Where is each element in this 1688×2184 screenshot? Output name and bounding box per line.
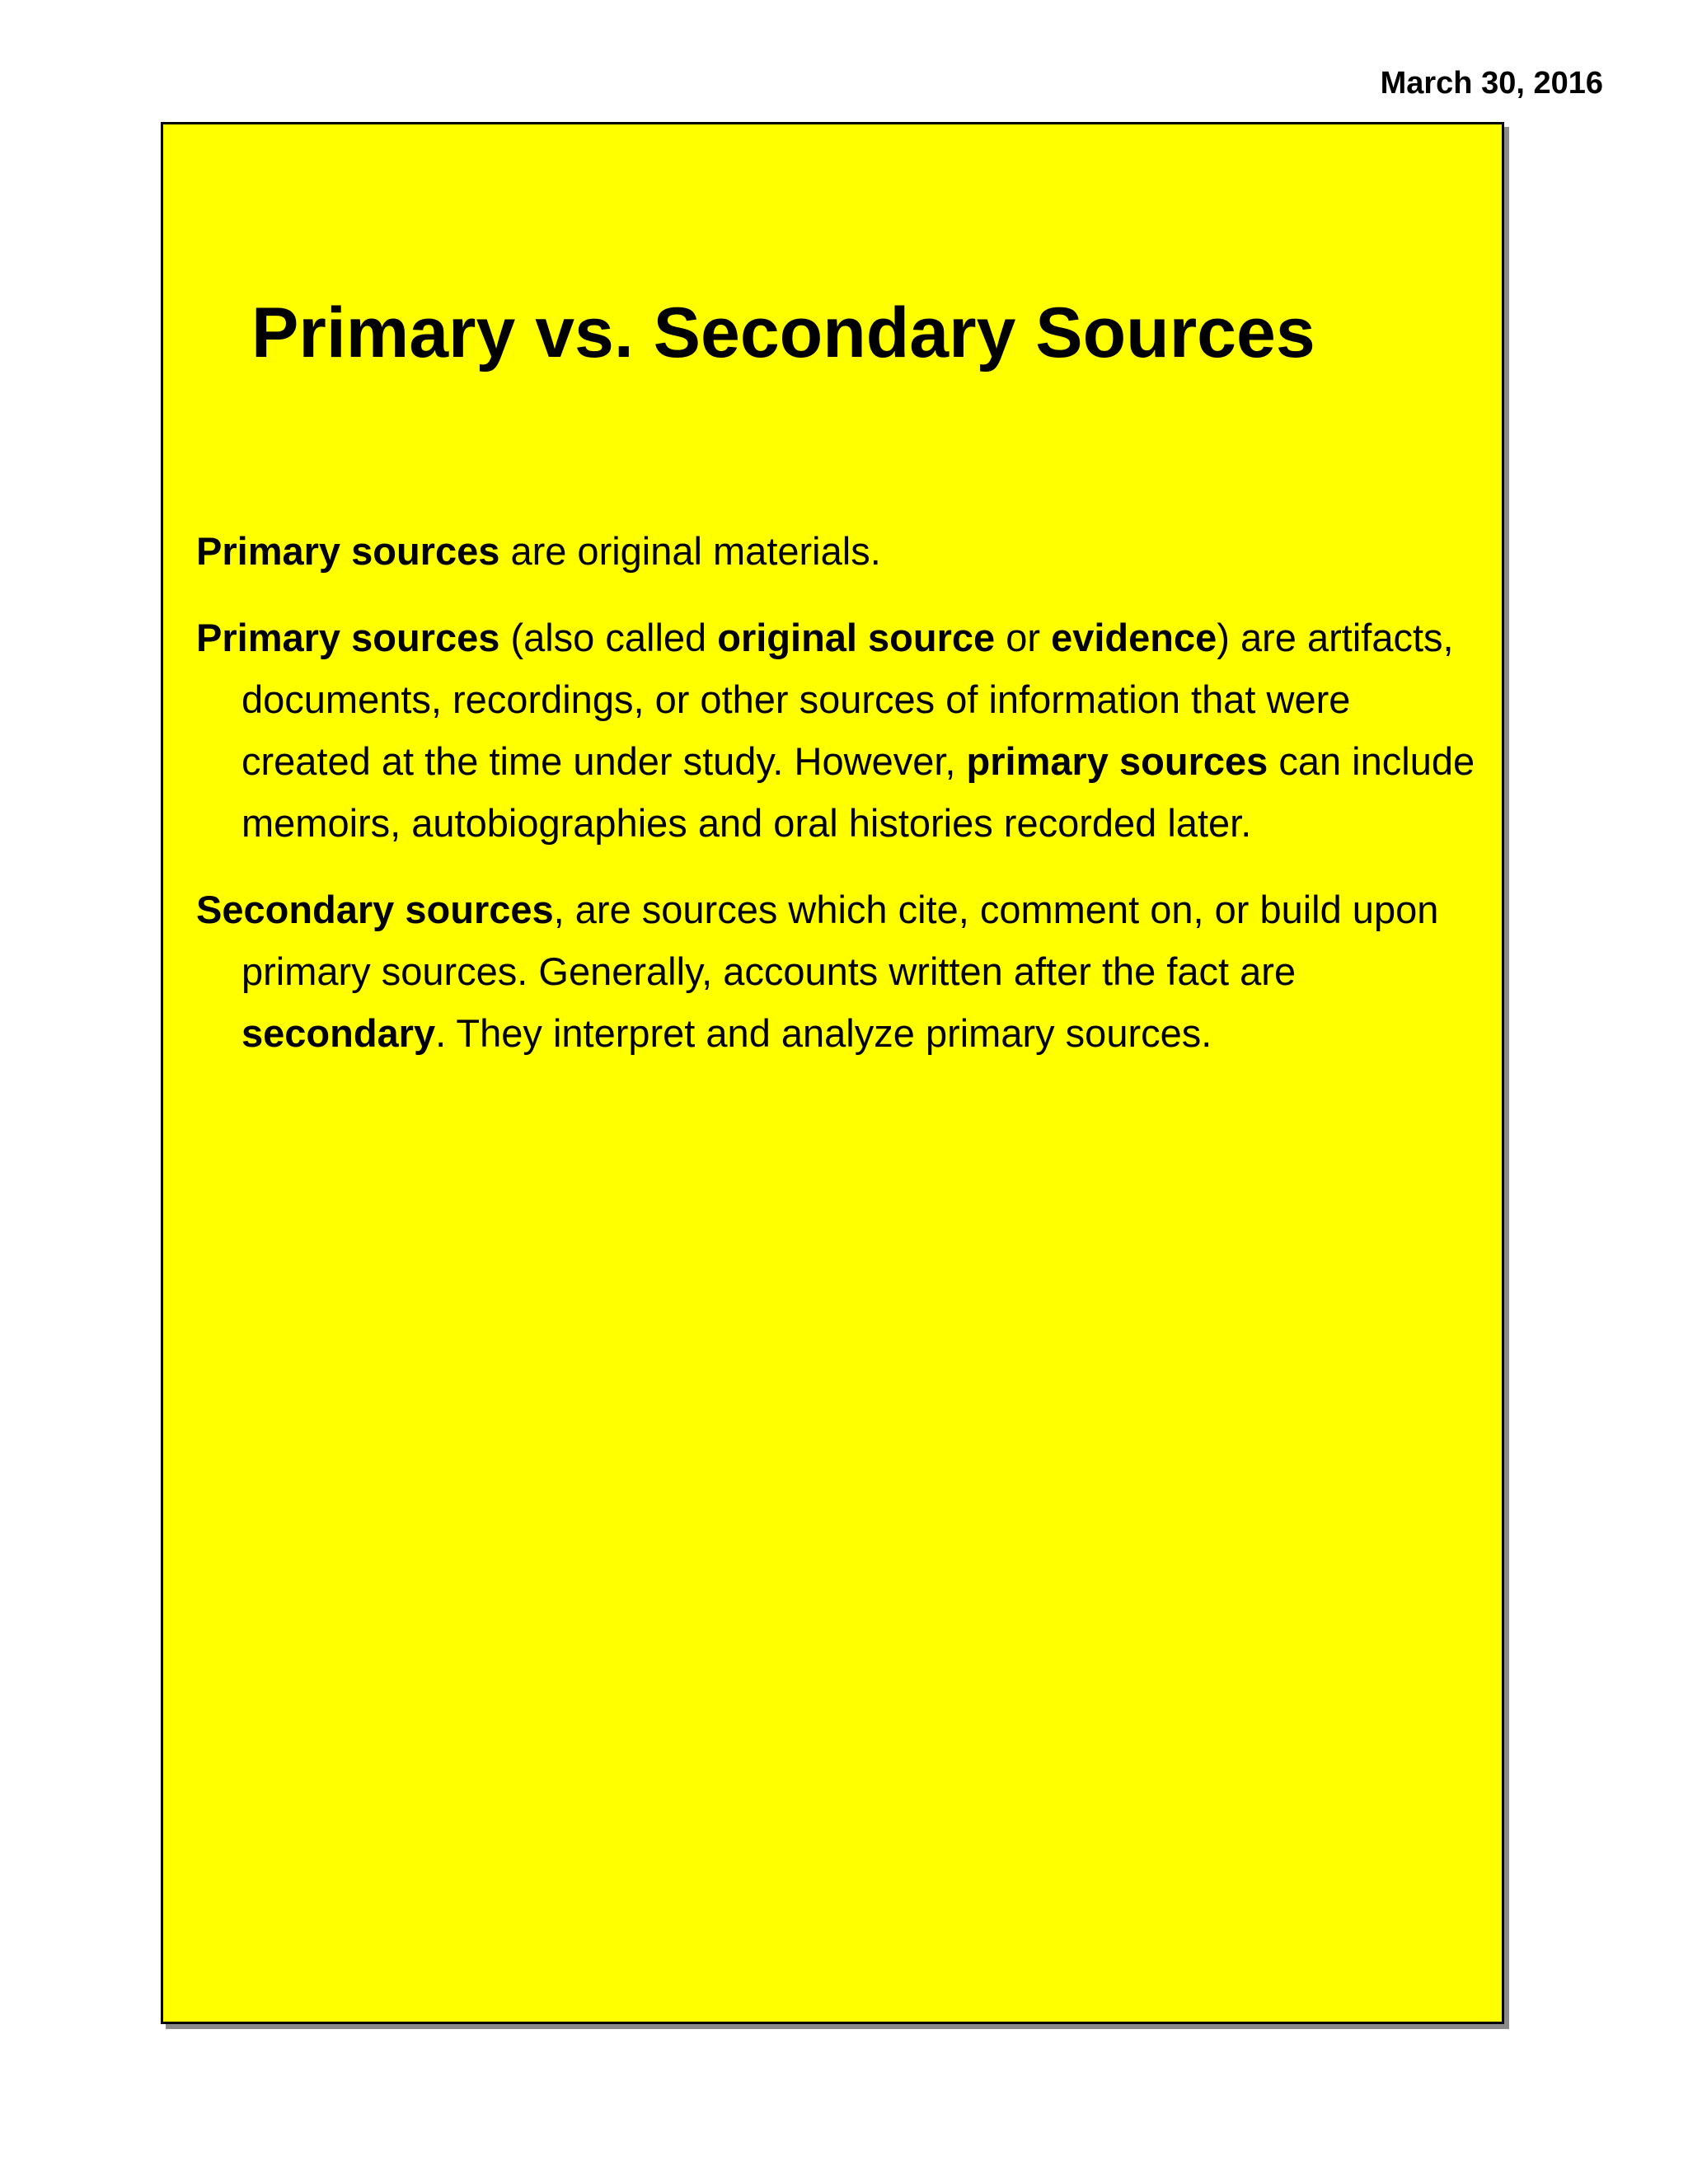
paragraph-text: can include memoirs, autobiographies and oral histories recorded later. bbox=[241, 739, 1475, 845]
bold-term: secondary bbox=[241, 1011, 436, 1055]
paragraph-primary-definition bbox=[196, 520, 1482, 582]
bold-term: Primary sources bbox=[196, 616, 500, 659]
document-date: March 30, 2016 bbox=[1380, 66, 1603, 101]
paragraph-text: ) are artifacts, documents, recordings, or other sources of information that were created at the time under study. However, bbox=[241, 616, 1454, 783]
paragraph-primary-details bbox=[196, 607, 1482, 854]
paragraph-text: (also called bbox=[499, 616, 718, 659]
slide-body bbox=[196, 520, 1482, 1089]
slide-panel bbox=[161, 122, 1504, 2024]
slide-title: Primary vs. Secondary Sources bbox=[251, 293, 1315, 373]
bold-term: primary sources bbox=[966, 739, 1268, 783]
bold-term: Primary sources bbox=[196, 529, 500, 573]
paragraph-text: are original materials. bbox=[499, 529, 881, 573]
bold-term: evidence bbox=[1051, 616, 1217, 659]
paragraph-text: , are sources which cite, comment on, or build upon primary sources. Generally, accounts written after the fact are bbox=[241, 888, 1439, 993]
paragraph-text: . They interpret and analyze primary sources. bbox=[435, 1011, 1212, 1055]
bold-term: original source bbox=[717, 616, 996, 659]
paragraph-secondary-definition bbox=[196, 879, 1482, 1064]
bold-term: Secondary sources bbox=[196, 888, 554, 931]
paragraph-text: or bbox=[995, 616, 1052, 659]
